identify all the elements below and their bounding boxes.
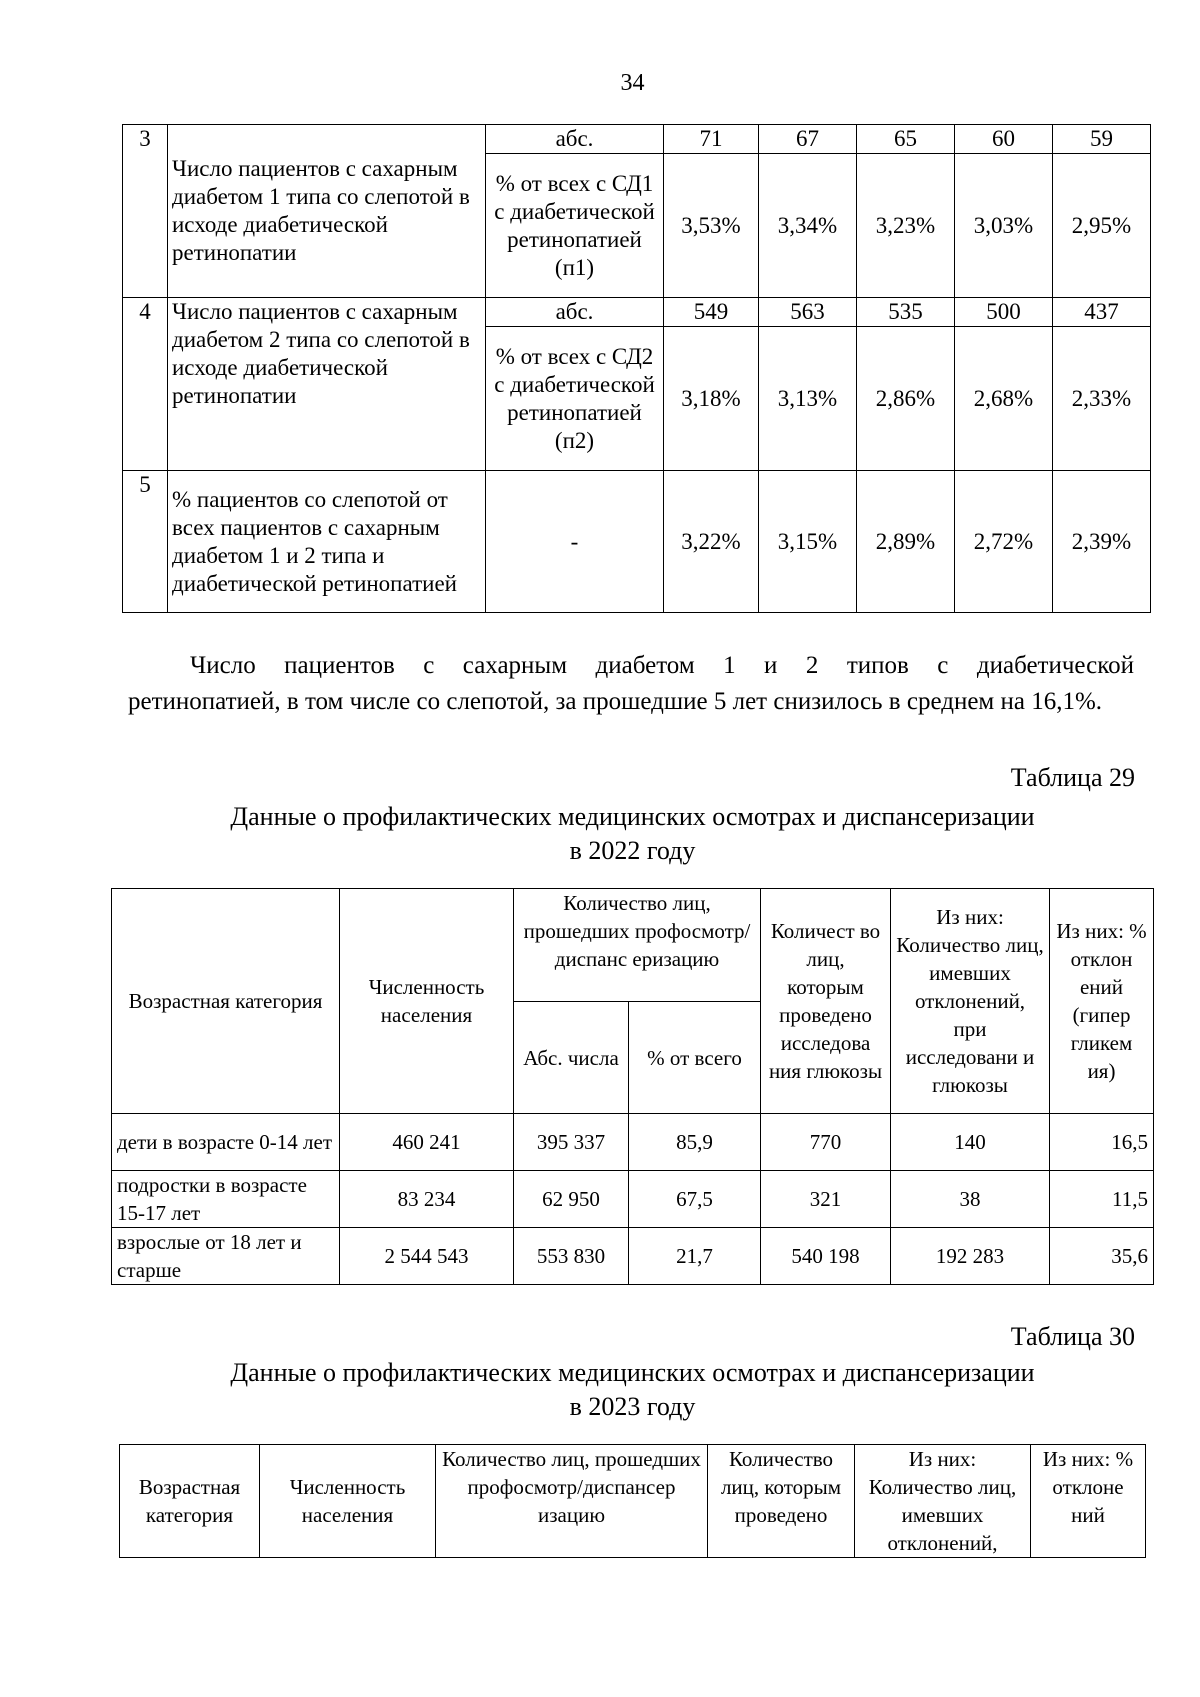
table-30 — [119, 1444, 1146, 1558]
abs-label: абс. — [486, 125, 664, 154]
header-abs: Абс. числа — [514, 1002, 629, 1114]
header-population: Численность населения — [260, 1445, 436, 1558]
abs-value: 535 — [857, 298, 955, 327]
table-row — [112, 1171, 1154, 1228]
table-row — [123, 471, 1151, 613]
header-screened: Количество лиц, прошедших профосмотр/диспансер изацию — [436, 1445, 708, 1558]
table-row — [123, 125, 1151, 154]
row-number: 4 — [123, 298, 168, 471]
abs-value: 67 — [759, 125, 857, 154]
age-cell: взрослые от 18 лет и старше — [112, 1228, 340, 1285]
percent-value: 3,15% — [759, 471, 857, 613]
abs-value: 549 — [664, 298, 759, 327]
deviations-cell: 192 283 — [891, 1228, 1050, 1285]
header-population: Численность населения — [340, 889, 514, 1114]
percent-value: 2,89% — [857, 471, 955, 613]
table-row — [112, 1228, 1154, 1285]
percent-value: 2,39% — [1053, 471, 1151, 613]
glucose-cell: 770 — [761, 1114, 891, 1171]
table-row — [112, 1114, 1154, 1171]
percent-value: 2,68% — [955, 327, 1053, 471]
percent-value: 2,86% — [857, 327, 955, 471]
abs-value: 563 — [759, 298, 857, 327]
header-deviation-pct: Из них: % отклон ений (гипер гликем ия) — [1050, 889, 1154, 1114]
paragraph-line: Число пациентов с сахарным диабетом 1 и 2 типов с диабетической — [190, 652, 1134, 679]
glucose-cell: 540 198 — [761, 1228, 891, 1285]
percent-value: 2,72% — [955, 471, 1053, 613]
abs-label: абс. — [486, 298, 664, 327]
age-cell: дети в возрасте 0-14 лет — [112, 1114, 340, 1171]
population-cell: 83 234 — [340, 1171, 514, 1228]
header-age: Возрастная категория — [120, 1445, 260, 1558]
row-number: 3 — [123, 125, 168, 298]
row-description: Число пациентов с сахарным диабетом 1 типа со слепотой в исходе диабетической ретинопатии — [168, 125, 486, 298]
page-number: 34 — [620, 70, 645, 96]
header-glucose: Количест во лиц, которым проведено исследова ния глюкозы — [761, 889, 891, 1114]
paragraph-text: ретинопатией, в том числе со слепотой, за прошедшие 5 лет снизилось в среднем на 16,1%. — [128, 688, 1103, 715]
row-description: % пациентов со слепотой от всех пациентов с сахарным диабетом 1 и 2 типа и диабетической ретинопатией — [168, 471, 486, 613]
percent-value: 3,13% — [759, 327, 857, 471]
deviation-pct-cell: 11,5 — [1050, 1171, 1154, 1228]
table-30-title — [0, 1356, 1200, 1424]
abs-value: 60 — [955, 125, 1053, 154]
percent-value: 3,03% — [955, 154, 1053, 298]
pct-cell: 85,9 — [629, 1114, 761, 1171]
table-29-caption: Таблица 29 — [1010, 763, 1135, 792]
header-screened: Количество лиц, прошедших профосмотр/диспанс еризацию — [514, 889, 761, 1002]
pct-cell: 21,7 — [629, 1228, 761, 1285]
row-number: 5 — [123, 471, 168, 613]
percent-value: 2,33% — [1053, 327, 1151, 471]
header-row — [112, 889, 1154, 1002]
percent-value: 3,53% — [664, 154, 759, 298]
glucose-cell: 321 — [761, 1171, 891, 1228]
percent-label: % от всех с СД2 с диабетической ретинопатией (п2) — [486, 327, 664, 471]
header-deviation-pct: Из них: % отклоне ний — [1031, 1445, 1146, 1558]
abs-cell: 395 337 — [514, 1114, 629, 1171]
abs-value: 71 — [664, 125, 759, 154]
header-row — [120, 1445, 1146, 1558]
abs-value: 500 — [955, 298, 1053, 327]
retinopathy-blindness-table — [122, 124, 1151, 613]
deviation-pct-cell: 35,6 — [1050, 1228, 1154, 1285]
header-age: Возрастная категория — [112, 889, 340, 1114]
age-cell: подростки в возрасте 15-17 лет — [112, 1171, 340, 1228]
table-29-title — [0, 800, 1200, 868]
dash-label: - — [486, 471, 664, 613]
abs-value: 437 — [1053, 298, 1151, 327]
summary-paragraph — [128, 648, 1134, 720]
pct-cell: 67,5 — [629, 1171, 761, 1228]
header-glucose: Количество лиц, которым проведено — [708, 1445, 855, 1558]
table-29 — [111, 888, 1154, 1285]
row-description: Число пациентов с сахарным диабетом 2 типа со слепотой в исходе диабетической ретинопатии — [168, 298, 486, 471]
abs-value: 65 — [857, 125, 955, 154]
abs-cell: 553 830 — [514, 1228, 629, 1285]
percent-value: 3,22% — [664, 471, 759, 613]
population-cell: 2 544 543 — [340, 1228, 514, 1285]
header-pct: % от всего — [629, 1002, 761, 1114]
title-line: Данные о профилактических медицинских осмотрах и диспансеризации — [230, 802, 1035, 831]
percent-value: 3,23% — [857, 154, 955, 298]
deviations-cell: 38 — [891, 1171, 1050, 1228]
percent-value: 2,95% — [1053, 154, 1151, 298]
table-row — [123, 298, 1151, 327]
deviations-cell: 140 — [891, 1114, 1050, 1171]
percent-label: % от всех с СД1 с диабетической ретинопатией (п1) — [486, 154, 664, 298]
population-cell: 460 241 — [340, 1114, 514, 1171]
title-line: в 2023 году — [569, 1392, 696, 1421]
percent-value: 3,34% — [759, 154, 857, 298]
title-line: в 2022 году — [569, 836, 696, 865]
table-30-caption: Таблица 30 — [1010, 1322, 1135, 1351]
deviation-pct-cell: 16,5 — [1050, 1114, 1154, 1171]
header-deviations: Из них: Количество лиц, имевших отклонений, при исследовани и глюкозы — [891, 889, 1050, 1114]
title-line: Данные о профилактических медицинских осмотрах и диспансеризации — [230, 1358, 1035, 1387]
header-deviations: Из них: Количество лиц, имевших отклонений, — [855, 1445, 1031, 1558]
percent-value: 3,18% — [664, 327, 759, 471]
abs-value: 59 — [1053, 125, 1151, 154]
abs-cell: 62 950 — [514, 1171, 629, 1228]
